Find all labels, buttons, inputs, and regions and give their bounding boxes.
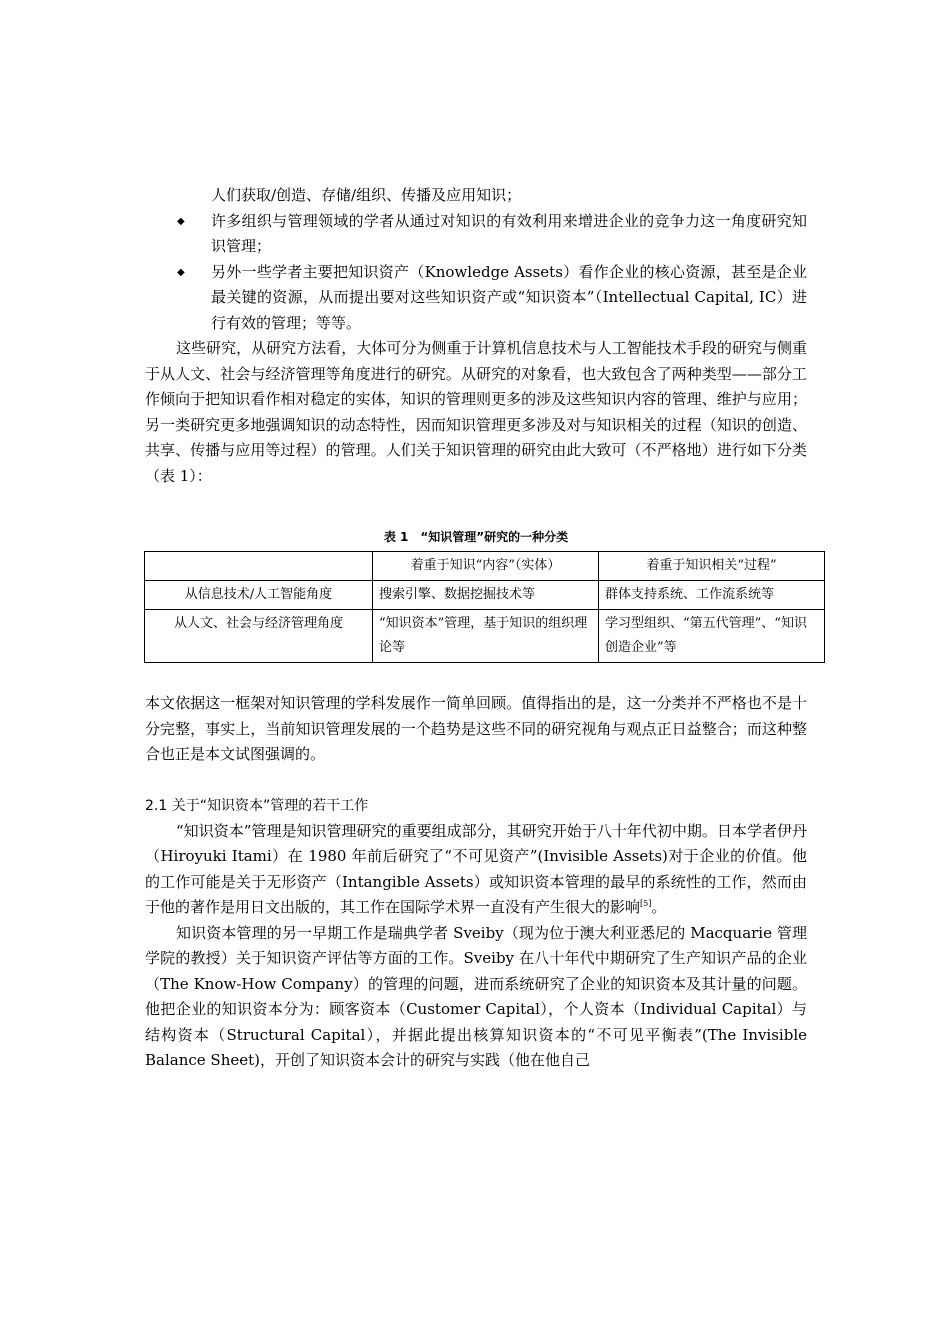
- document-page: [145, 183, 807, 1074]
- bullet-item: [145, 260, 807, 337]
- table-header-row: [145, 552, 825, 581]
- diamond-bullet-icon: ◆: [177, 215, 185, 227]
- table-header-cell: 着重于知识相关“过程”: [599, 552, 825, 581]
- section-heading: 2.1 关于“知识资本”管理的若干工作: [145, 797, 369, 814]
- table-row-label: 从人文、社会与经济管理角度: [145, 610, 373, 663]
- paragraph: 本文依据这一框架对知识管理的学科发展作一简单回顾。值得指出的是，这一分类并不严格也不是十分完整，事实上，当前知识管理发展的一个趋势是这些不同的研究视角与观点正日益整合；而这种整合也正是本文试图强调的。: [145, 694, 807, 763]
- paragraph: 知识资本管理的另一早期工作是瑞典学者 Sveiby（现为位于澳大利亚悉尼的 Macquarie 管理学院的教授）关于知识资产评估等方面的工作。Sveiby 在八十年代中期研究了生产知识产品的企业（The Know-How Company）的管理的问题，进而系统研究了企业的知识资本及其计量的问题。他把企业的知识资本分为：顾客资本（Customer Capital），个人资本（Individual Capital）与结构资本（Structural Capital），并据此提出核算知识资本的“不可见平衡表”(The Invisible Balance Sheet)，开创了知识资本会计的研究与实践（他在他自己: [145, 923, 807, 1069]
- table-row: [145, 610, 825, 663]
- citation-ref: [5]: [640, 899, 652, 908]
- table-caption: 表 1 “知识管理”研究的一种分类: [383, 530, 569, 544]
- bullet-text: 另外一些学者主要把知识资产（Knowledge Assets）看作企业的核心资源，甚至是企业最关键的资源，从而提出要对这些知识资产或“知识资本”（Intellectual Capital, IC）进行有效的管理；等等。: [211, 262, 807, 332]
- paragraph: 这些研究，从研究方法看，大体可分为侧重于计算机信息技术与人工智能技术手段的研究与侧重于从人文、社会与经济管理等角度进行的研究。从研究的对象看，也大致包含了两种类型——部分工作倾向于把知识看作相对稳定的实体，知识的管理则更多的涉及这些知识内容的管理、维护与应用；另一类研究更多地强调知识的动态特性，因而知识管理更多涉及对与知识相关的过程（知识的创造、共享、传播与应用等过程）的管理。人们关于知识管理的研究由此大致可（不严格地）进行如下分类（表 1）：: [145, 339, 807, 485]
- paragraph-end: 。: [651, 898, 667, 916]
- table-cell: 群体支持系统、工作流系统等: [599, 581, 825, 610]
- classification-table: [144, 551, 825, 663]
- table-row-label: 从信息技术/人工智能角度: [145, 581, 373, 610]
- paragraph: [145, 819, 807, 921]
- diamond-bullet-icon: ◆: [177, 266, 185, 278]
- paragraph-text: “知识资本”管理是知识管理研究的重要组成部分，其研究开始于八十年代初中期。日本学者伊丹（Hiroyuki Itami）在 1980 年前后研究了“不可见资产”(Invisible Assets)对于企业的价值。他的工作可能是关于无形资产（Intangible Assets）或知识资本管理的最早的系统性的工作，然而由于他的著作是用日文出版的，其工作在国际学术界一直没有产生很大的影响: [145, 821, 807, 916]
- bullet-continuation: 人们获取/创造、存储/组织、传播及应用知识；: [211, 186, 522, 204]
- bullet-item: [145, 209, 807, 260]
- table-cell: 搜索引擎、数据挖掘技术等: [373, 581, 599, 610]
- table-cell: “知识资本”管理，基于知识的组织理论等: [373, 610, 599, 663]
- bullet-text: 许多组织与管理领域的学者从通过对知识的有效利用来增进企业的竞争力这一角度研究知识管理；: [211, 211, 807, 255]
- table-header-cell: [145, 552, 373, 581]
- table-cell: 学习型组织、“第五代管理”、“知识创造企业”等: [599, 610, 825, 663]
- table-header-cell: 着重于知识“内容”（实体）: [373, 552, 599, 581]
- table-row: [145, 581, 825, 610]
